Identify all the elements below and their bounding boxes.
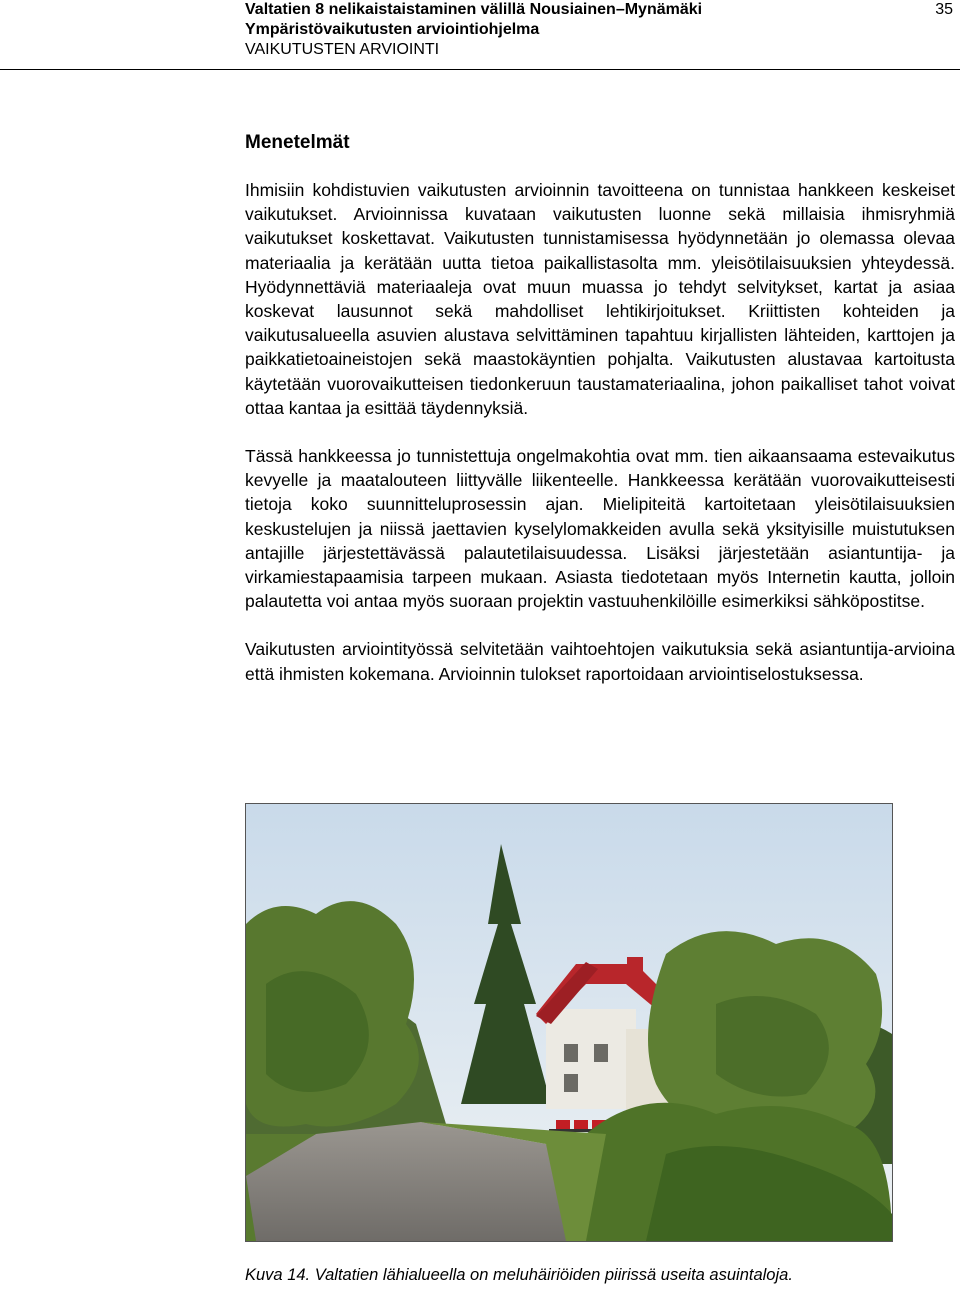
document-subtitle: Ympäristövaikutusten arviointiohjelma: [245, 21, 540, 38]
paragraph-project-issues: Tässä hankkeessa jo tunnistettuja ongelmakohtia ovat mm. tien aikaansaama estevaikutus kevyelle ja maatalouteen liittyvälle liikenteelle. Hankkeessa kerätään vuorovaikutteisesti tietoja koko suunnitteluprosessin ajan. Mielipiteitä kartoitetaan yleisötilaisuuksien keskustelujen ja niissä jaettavien kyselylomakkeiden avulla sekä yksityisille muistutuksen antajille järjestettävässä palautetilaisuudessa. Lisäksi järjestetään asiantuntija- ja virkamiestapaamisia tarpeen mukaan. Asiasta tiedotetaan myös Internetin kautta, jolloin palautetta voi antaa myös suoraan projektin vastuuhenkilöille esimerkiksi sähköpostitse.: [245, 446, 955, 612]
paragraph-methods: Ihmisiin kohdistuvien vaikutusten arvioinnin tavoitteena on tunnistaa hankkeen keskeiset vaikutukset. Arvioinnissa kuvataan vaikutusten luonne sekä millaisia ihmisryhmiä vaikutukset koskettavat. Vaikutusten tunnistamisessa hyödynnetään jo olemassa olevaa materiaalia ja kerätään uutta tietoa paikallistasolta mm. yleisötilaisuuksien yhteydessä. Hyödynnettäviä materiaaleja ovat muun muassa jo tehdyt selvitykset, kartat ja asiaa koskevat lausunnot sekä mahdolliset lehtikirjoitukset. Kriittisten kohteiden ja vaikutusalueella asuvien alustava selvittäminen tapahtuu kirjallisten lähteiden, karttojen ja paikkatietoaineistojen sekä maastokäyntien pohjalta. Vaikutusten alustavaa kartoitusta käytetään vuorovaikutteisen tiedonkeruun taustamateriaalina, johon paikalliset tahot voivat ottaa kantaa ja esittää täydennyksiä.: [245, 180, 955, 418]
header-divider: [0, 69, 960, 70]
figure-photo: [245, 803, 893, 1242]
section-heading: Menetelmät: [245, 132, 350, 153]
chapter-title: VAIKUTUSTEN ARVIOINTI: [245, 41, 440, 58]
main-content: [245, 130, 955, 710]
document-title: Valtatien 8 nelikaistaistaminen välillä Nousiainen–Mynämäki: [245, 1, 703, 18]
figure-caption: Kuva 14. Valtatien lähialueella on meluhäiriöiden piirissä useita asuintaloja.: [245, 1266, 793, 1284]
paragraph-assessment-results: Vaikutusten arviointityössä selvitetään vaihtoehtojen vaikutuksia sekä asiantuntija-arvioina että ihmisten kokemana. Arvioinnin tulokset raportoidaan arviointiselostuksessa.: [245, 639, 955, 684]
page-number: 35: [935, 1, 953, 18]
photo-house-by-road: [246, 804, 892, 1241]
page-header: [245, 0, 960, 60]
